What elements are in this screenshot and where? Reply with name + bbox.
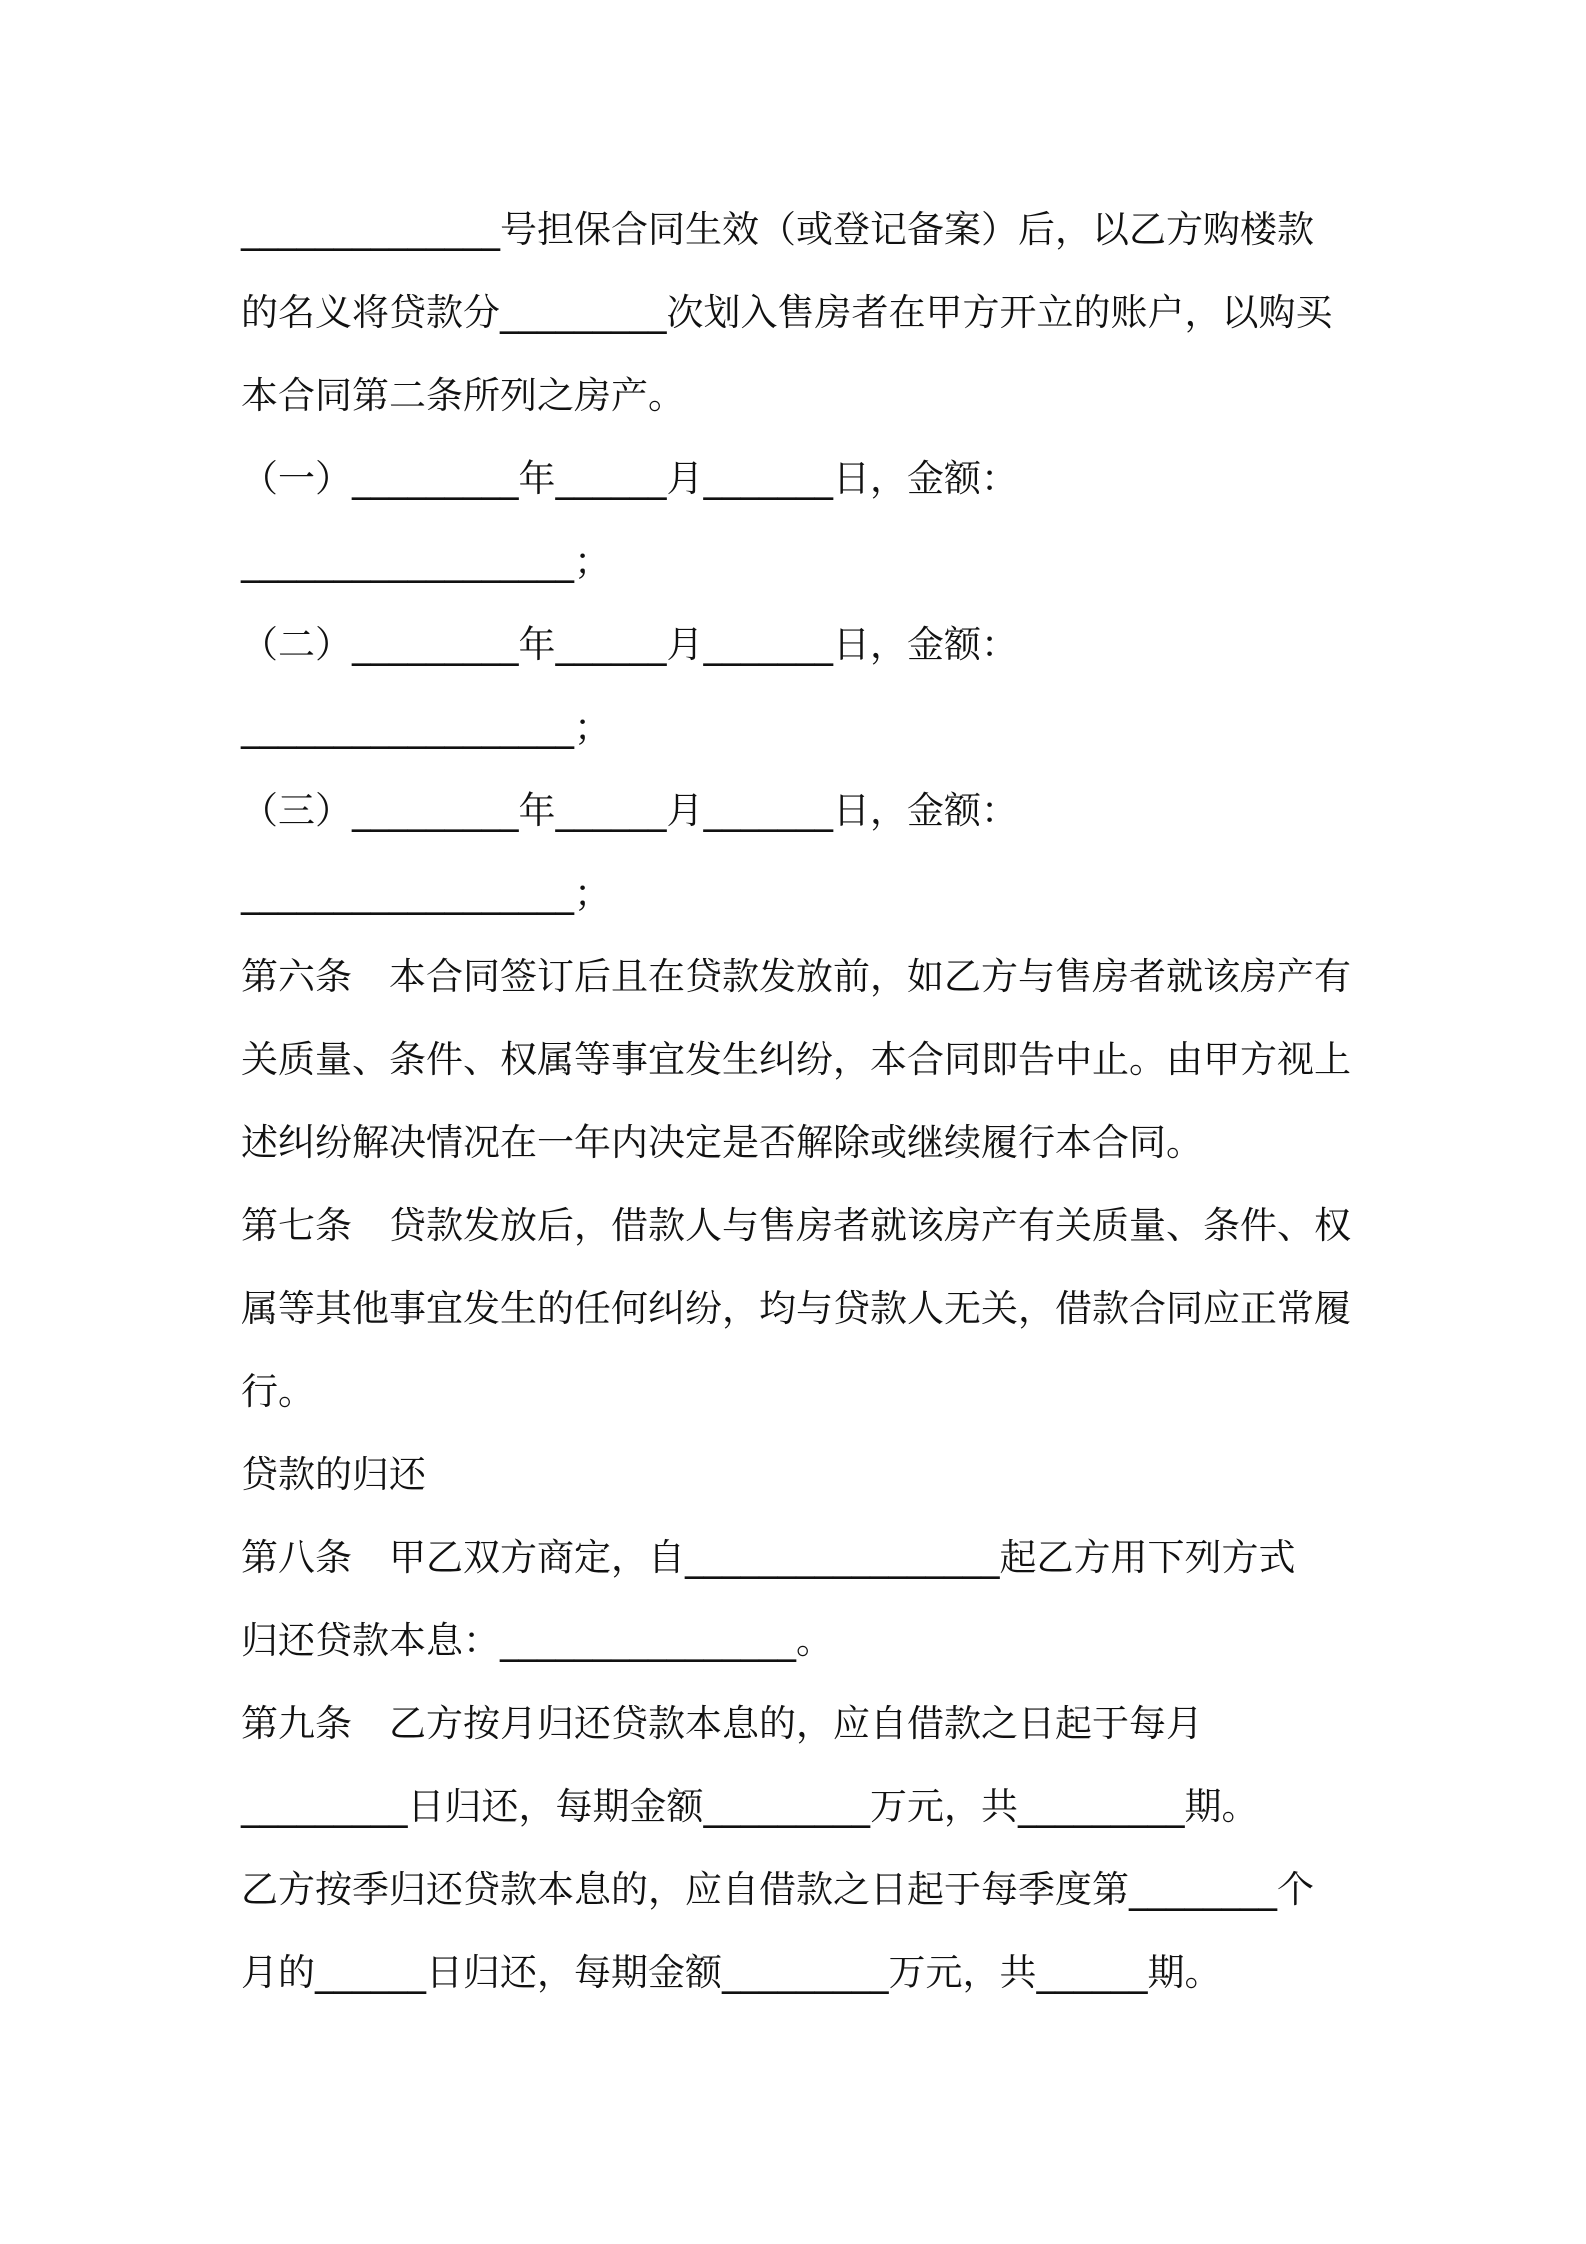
- text-line: _________日归还，每期金额_________万元，共_________期。: [241, 1785, 1259, 1828]
- text-line: 本合同第二条所列之房产。: [241, 374, 685, 417]
- text-line: （三）_________年______月_______日，金额：: [241, 789, 1018, 832]
- text-line: ______________号担保合同生效（或登记备案）后，以乙方购楼款: [241, 208, 1314, 251]
- section-heading: 贷款的归还: [241, 1453, 426, 1496]
- text-line: 关质量、条件、权属等事宜发生纠纷，本合同即告中止。由甲方视上: [241, 1038, 1351, 1081]
- article-6-line: 第六条 本合同签订后且在贷款发放前，如乙方与售房者就该房产有: [241, 955, 1351, 998]
- text-line: （二）_________年______月_______日，金额：: [241, 623, 1018, 666]
- text-line: __________________；: [241, 540, 611, 583]
- text-line: __________________；: [241, 706, 611, 749]
- text-line: 归还贷款本息：________________。: [241, 1619, 833, 1662]
- text-line: 属等其他事宜发生的任何纠纷，均与贷款人无关，借款合同应正常履: [241, 1287, 1351, 1330]
- text-line: 行。: [241, 1370, 315, 1413]
- text-line: 月的______日归还，每期金额_________万元，共______期。: [241, 1951, 1222, 1994]
- article-9-line: 第九条 乙方按月归还贷款本息的，应自借款之日起于每月: [241, 1702, 1203, 1745]
- article-7-line: 第七条 贷款发放后，借款人与售房者就该房产有关质量、条件、权: [241, 1204, 1351, 1247]
- text-line: 乙方按季归还贷款本息的，应自借款之日起于每季度第________个: [241, 1868, 1314, 1911]
- article-8-line: 第八条 甲乙双方商定，自_________________起乙方用下列方式: [241, 1536, 1296, 1579]
- text-line: 述纠纷解决情况在一年内决定是否解除或继续履行本合同。: [241, 1121, 1203, 1164]
- text-line: __________________；: [241, 872, 611, 915]
- text-line: （一）_________年______月_______日，金额：: [241, 457, 1018, 500]
- text-line: 的名义将贷款分_________次划入售房者在甲方开立的账户，以购买: [241, 291, 1333, 334]
